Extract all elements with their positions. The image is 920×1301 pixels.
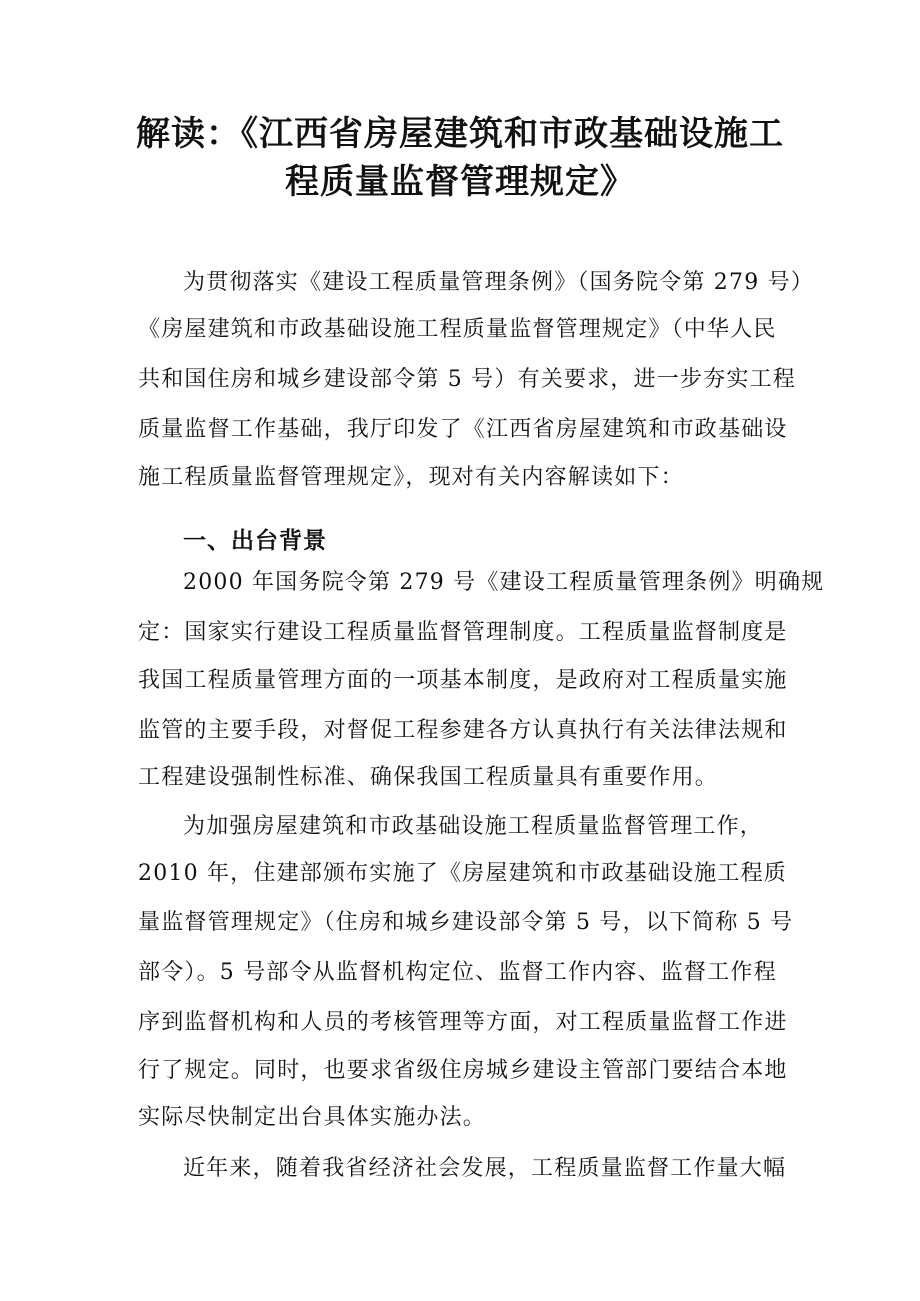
paragraph-2-line-5: 工程建设强制性标准、确保我国工程质量具有重要作用。	[138, 765, 719, 790]
paragraph-1-line-3: 共和国住房和城乡建设部令第 5 号）有关要求，进一步夯实工程	[138, 367, 796, 392]
paragraph-3-line-5: 序到监督机构和人员的考核管理等方面，对工程质量监督工作进	[138, 1010, 788, 1035]
paragraph-3-line-6: 行了规定。同时，也要求省级住房城乡建设主管部门要结合本地	[138, 1058, 788, 1083]
paragraph-3-line-3: 量监督管理规定》（住房和城乡建设部令第 5 号，以下简称 5 号	[138, 910, 794, 935]
paragraph-3-line-7: 实际尽快制定出台具体实施办法。	[138, 1105, 487, 1130]
document-title-line-2: 程质量监督管理规定》	[285, 162, 635, 202]
paragraph-2-line-4: 监管的主要手段，对督促工程参建各方认真执行有关法律法规和	[138, 718, 788, 743]
paragraph-2-line-2: 定：国家实行建设工程质量监督管理制度。工程质量监督制度是	[138, 620, 788, 645]
paragraph-1-line-4: 质量监督工作基础，我厅印发了《江西省房屋建筑和市政基础设	[138, 417, 788, 442]
paragraph-4-line-1: 近年来，随着我省经济社会发展，工程质量监督工作量大幅	[183, 1156, 787, 1181]
paragraph-2-line-3: 我国工程质量管理方面的一项基本制度，是政府对工程质量实施	[138, 668, 788, 693]
paragraph-1-line-5: 施工程质量监督管理规定》，现对有关内容解读如下：	[138, 465, 684, 490]
document-title-line-1: 解读：《江西省房屋建筑和市政基础设施工	[136, 114, 784, 154]
paragraph-1-line-2: 《房屋建筑和市政基础设施工程质量监督管理规定》（中华人民	[138, 317, 777, 342]
paragraph-3-line-4: 部令）。5 号部令从监督机构定位、监督工作内容、监督工作程	[138, 960, 777, 985]
paragraph-2-line-1: 2000 年国务院令第 279 号《建设工程质量管理条例》明确规	[183, 570, 825, 595]
paragraph-3-line-1: 为加强房屋建筑和市政基础设施工程质量监督管理工作，	[183, 814, 764, 839]
section-heading: 一、出台背景	[183, 528, 327, 554]
paragraph-1-line-1: 为贯彻落实《建设工程质量管理条例》（国务院令第 279 号）	[183, 270, 814, 295]
paragraph-3-line-2: 2010 年，住建部颁布实施了《房屋建筑和市政基础设施工程质	[138, 861, 787, 886]
